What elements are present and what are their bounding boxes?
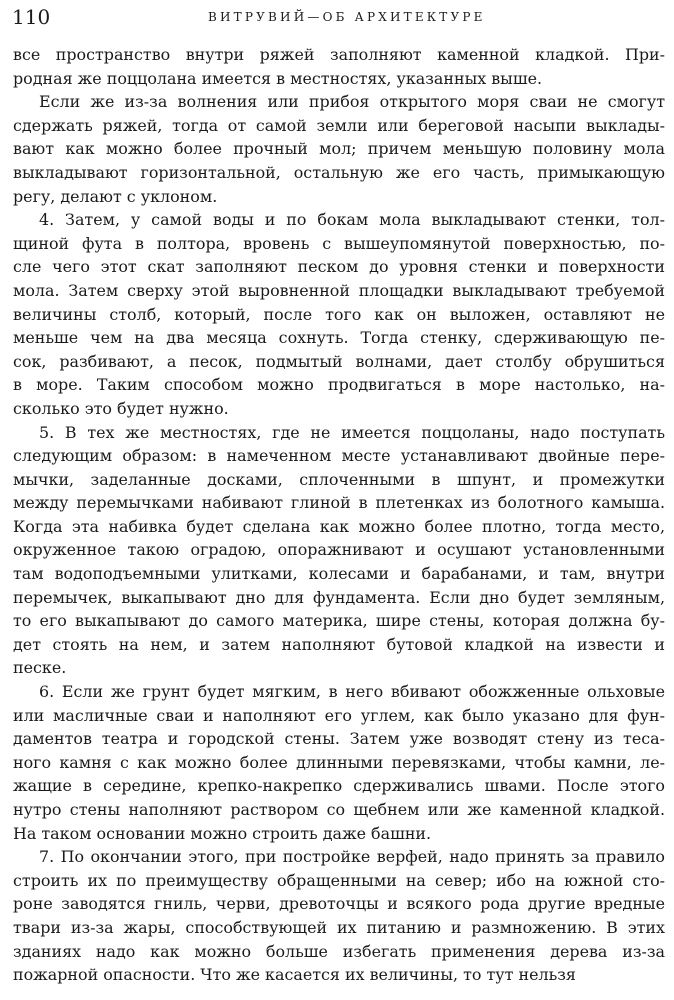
text-line: вают как можно более прочный мол; причем меньшую половину мола <box>13 139 665 159</box>
body-text <box>13 43 665 987</box>
paragraph <box>13 208 665 420</box>
text-line: дет стоять на нем, и затем наполняют бутовой кладкой на извести и <box>13 634 665 654</box>
text-line: в море. Таким способом можно продвигаться в море настолько, на- <box>13 375 665 395</box>
text-line: 6. Если же грунт будет мягким, в него вбивают обожженные ольховые <box>39 682 665 702</box>
text-line: зданиях надо как можно больше избегать применения дерева из-за <box>13 941 665 961</box>
text-line: песке. <box>13 658 67 678</box>
paragraph <box>13 845 665 987</box>
text-line: роне заводятся гниль, черви, древоточцы и всякого рода другие вредные <box>13 894 665 914</box>
paragraph <box>13 421 665 681</box>
text-line: 7. По окончании этого, при постройке верфей, надо принять за правило <box>39 847 665 867</box>
text-line: ного камня с как можно более длинными перевязками, чтобы камни, ле- <box>13 752 665 772</box>
page-number: 110 <box>12 5 51 29</box>
text-line: величины столб, который, после того как он выложен, оставляют не <box>13 304 665 324</box>
text-line: сле чего этот скат заполняют песком до уровня стенки и поверхности <box>13 257 665 277</box>
text-line: сдержать ряжей, тогда от самой земли или береговой насыпи выклады- <box>13 115 665 135</box>
text-line: нутро стены наполняют раствором со щебнем или же каменной кладкой. <box>13 800 665 819</box>
text-line: или масличные сваи и наполняют его углем, как было указано для фун- <box>13 705 665 725</box>
text-line: твари из-за жары, способствующей их питанию и размножению. В этих <box>13 917 665 937</box>
paragraph <box>13 90 665 208</box>
text-line: все пространство внутри ряжей заполняют каменной кладкой. При- <box>13 45 665 64</box>
text-line: строить их по преимуществу обращенными на север; ибо на южной сто- <box>13 870 665 890</box>
page-header <box>12 4 664 30</box>
text-line: меньше чем на два месяца сохнуть. Тогда стенку, сдерживающую пе- <box>13 328 665 348</box>
text-line: то его выкапывают до самого материка, шире стены, которая должна бу- <box>13 611 665 631</box>
text-line: щиной фута в полтора, вровень с вышеупомянутой поверхностью, по- <box>13 233 665 253</box>
text-line: перемычек, выкапывают дно для фундамента. Если дно будет земляным, <box>13 587 665 607</box>
paragraph <box>13 43 665 90</box>
text-line: регу, делают с уклоном. <box>13 186 218 206</box>
text-line: родная же поццолана имеется в местностях, указанных выше. <box>13 68 543 88</box>
text-line: окруженное такою оградою, опоражнивают и осушают установленными <box>13 540 665 560</box>
text-line: следующим образом: в намеченном месте устанавливают двойные пере- <box>13 446 665 466</box>
text-line: мола. Затем сверху этой выровненной площадки выкладывают требуемой <box>13 280 665 300</box>
text-line: даментов театра и городской стены. Затем уже возводят стену из теса- <box>13 729 665 749</box>
text-line: Когда эта набивка будет сделана как можно более плотно, тогда место, <box>13 516 665 536</box>
text-line: между перемычками набивают глиной в плетенках из болотного камыша. <box>13 493 665 513</box>
paragraph <box>13 680 665 845</box>
text-line: мычки, заделанные досками, сплоченными в шпунт, и промежутки <box>13 469 665 489</box>
text-line: жащие в середине, крепко-накрепко сдерживались швами. После этого <box>13 776 665 796</box>
text-line: 5. В тех же местностях, где не имеется поццоланы, надо поступать <box>39 422 665 442</box>
text-line: сок, разбивают, а песок, подмытый волнами, дает столбу обрушиться <box>13 351 665 371</box>
text-line: На таком основании можно строить даже башни. <box>13 823 432 843</box>
text-line: пожарной опасности. Что же касается их величины, то тут нельзя <box>13 965 576 985</box>
text-line: там водоподъемными улитками, колесами и барабанами, и там, внутри <box>13 564 665 584</box>
text-line: 4. Затем, у самой воды и по бокам мола выкладывают стенки, тол- <box>39 210 665 230</box>
running-title: ВИТРУВИЙ—ОБ АРХИТЕКТУРЕ <box>208 10 486 24</box>
text-line: сколько это будет нужно. <box>13 398 229 418</box>
text-line: Если же из-за волнения или прибоя открытого моря сваи не смогут <box>39 92 665 112</box>
text-line: выкладывают горизонтальной, остальную же его часть, примыкающую <box>13 162 665 182</box>
